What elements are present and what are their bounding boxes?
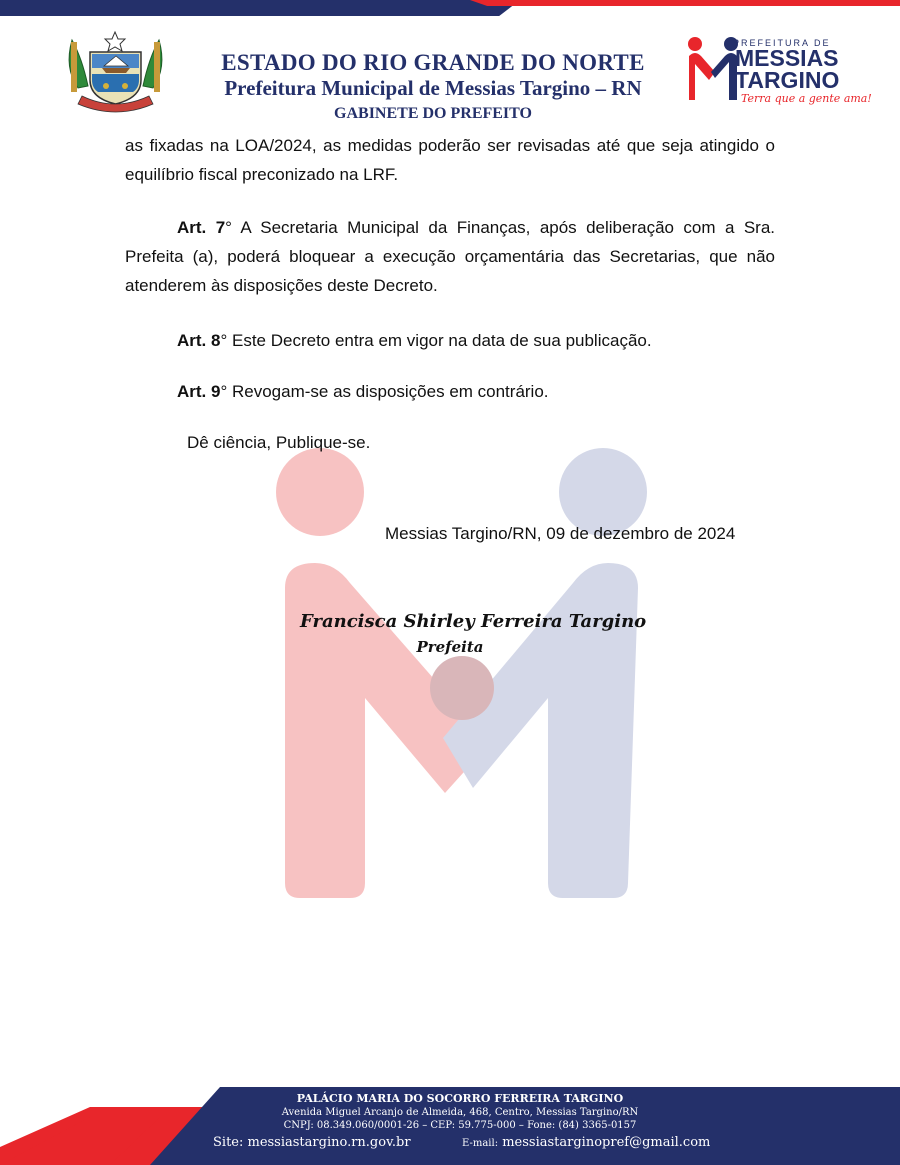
article-8-text: ° Este Decreto entra em vigor na data de sua publicação. <box>220 331 652 350</box>
header-top-bar-navy <box>0 0 520 16</box>
messias-targino-logo <box>685 36 870 108</box>
footer-text-block <box>215 1091 705 1132</box>
header-office: GABINETE DO PREFEITO <box>334 105 532 122</box>
footer-site-link[interactable]: Site: messiastargino.rn.gov.br <box>213 1135 411 1150</box>
article-7-text: ° A Secretaria Municipal da Finanças, após deliberação com a Sra. Prefeita (a), poderá bloquear a execução orçamentária das Secretarias, que não atenderem às disposições deste Decreto. <box>125 218 775 295</box>
footer-email-address[interactable]: messiastarginopref@gmail.com <box>502 1135 711 1150</box>
article-9-text: ° Revogam-se as disposições em contrário. <box>220 382 549 401</box>
signatory-title: Prefeita <box>416 638 484 656</box>
article-7-label: Art. 7 <box>177 218 226 237</box>
logo-line1: MESSIAS <box>735 45 839 71</box>
date-line: Messias Targino/RN, 09 de dezembro de 2024 <box>385 524 736 543</box>
header-prefecture: Prefeitura Municipal de Messias Targino – RN <box>224 76 642 100</box>
logo-slogan: Terra que a gente ama! <box>741 92 872 105</box>
footer-email-label: E-mail: <box>462 1138 499 1149</box>
footer-ids: CNPJ: 08.349.060/0001-26 – CEP: 59.775-000 – Fone: (84) 3365-0157 <box>283 1120 637 1131</box>
logo-line2: TARGINO <box>735 67 840 93</box>
article-9-label: Art. 9 <box>177 382 221 401</box>
header-text-block <box>188 50 678 127</box>
continuation-paragraph: as fixadas na LOA/2024, as medidas poderão ser revisadas até que seja atingido o equilíbrio fiscal preconizado na LRF. <box>125 136 775 184</box>
header-state: ESTADO DO RIO GRANDE DO NORTE <box>221 50 645 75</box>
article-9 <box>125 377 775 406</box>
signatory-name: Francisca Shirley Ferreira Targino <box>300 611 647 632</box>
state-coat-of-arms-icon <box>58 28 173 114</box>
article-7 <box>125 213 775 300</box>
footer-title: PALÁCIO MARIA DO SOCORRO FERREIRA TARGINO <box>296 1092 624 1105</box>
closing-line: Dê ciência, Publique-se. <box>187 433 371 452</box>
header-top-bar-red <box>470 0 900 6</box>
logo-top-text: PREFEITURA DE <box>733 38 831 48</box>
footer-address: Avenida Miguel Arcanjo de Almeida, 468, Centro, Messias Targino/RN <box>281 1107 639 1118</box>
footer-email[interactable] <box>462 1135 710 1150</box>
watermark-m-logo-icon <box>270 448 660 898</box>
article-8-label: Art. 8 <box>177 331 221 350</box>
article-8 <box>125 326 775 355</box>
